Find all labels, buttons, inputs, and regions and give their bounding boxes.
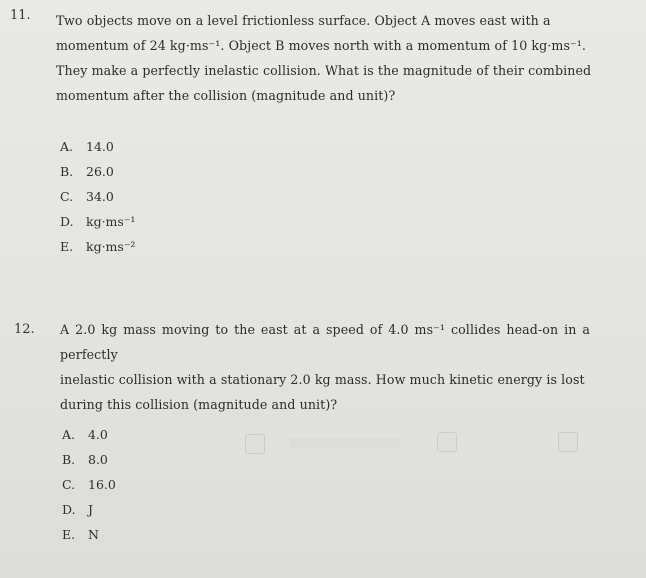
- ghost-box-icon: [558, 432, 578, 452]
- ghost-checkbox-icon: [437, 432, 457, 452]
- question-12-option-a[interactable]: A. 4.0: [62, 427, 108, 442]
- question-11-option-a[interactable]: A. 14.0: [60, 139, 114, 154]
- question-12-line-3: during this collision (magnitude and unit)?: [60, 397, 338, 412]
- question-11-line-2: momentum of 24 kg·ms⁻¹. Object B moves north with a momentum of 10 kg·ms⁻¹.: [56, 38, 587, 53]
- question-12-option-e[interactable]: E. N: [62, 527, 99, 542]
- question-11-line-3: They make a perfectly inelastic collision. What is the magnitude of their combined: [56, 63, 592, 78]
- question-11-option-c[interactable]: C. 34.0: [60, 189, 114, 204]
- question-12-text: [60, 317, 590, 417]
- question-12-number: 12.: [14, 322, 35, 337]
- question-12-options: [62, 422, 116, 547]
- question-11-number: 11.: [10, 8, 31, 23]
- ghost-square-icon: [245, 434, 265, 454]
- question-11-option-e[interactable]: E. kg·ms⁻²: [60, 239, 136, 254]
- question-12-line-2: inelastic collision with a stationary 2.0 kg mass. How much kinetic energy is lost: [60, 372, 585, 387]
- question-11-line-1: Two objects move on a level frictionless surface. Object A moves east with a: [56, 13, 551, 28]
- question-11-text: [56, 8, 596, 108]
- question-12-option-c[interactable]: C. 16.0: [62, 477, 116, 492]
- ghost-bar: [290, 438, 400, 448]
- question-11-options: [60, 134, 135, 259]
- question-12-line-1: A 2.0 kg mass moving to the east at a speed of 4.0 ms⁻¹ collides head-on in a perfectly: [60, 322, 590, 362]
- question-12-option-d[interactable]: D. J: [62, 502, 94, 517]
- question-11-option-d[interactable]: D. kg·ms⁻¹: [60, 214, 136, 229]
- question-11-line-4: momentum after the collision (magnitude and unit)?: [56, 88, 396, 103]
- question-11-option-b[interactable]: B. 26.0: [60, 164, 114, 179]
- question-12-option-b[interactable]: B. 8.0: [62, 452, 108, 467]
